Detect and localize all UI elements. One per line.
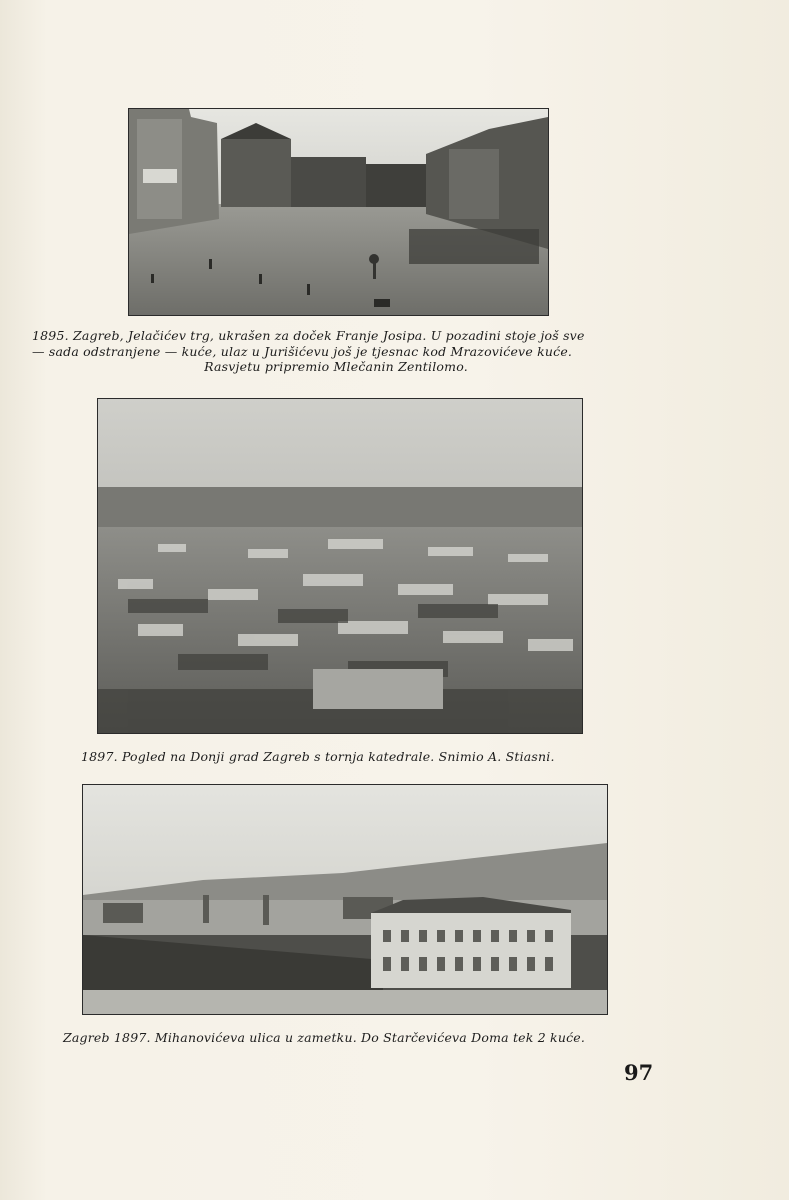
photo1-caption-line1: 1895. Zagreb, Jelačićev trg, ukrašen za doček Franje Josipa. U pozadini stoje još sve [32,328,585,343]
photo1-caption-line3: Rasvjetu pripremio Mlečanin Zentilomo. [204,359,468,374]
photo3-caption: Zagreb 1897. Mihanovićeva ulica u zametku. Do Starčevićeva Doma tek 2 kuće. [63,1030,586,1045]
photo2-caption: 1897. Pogled na Donji grad Zagreb s tornja katedrale. Snimio A. Stiasni. [81,749,555,764]
photo1-caption-line2: — sada odstranjene — kuće, ulaz u Jurišićevu još je tjesnac kod Mrazovićeve kuće. [32,344,573,359]
jelacic-square-photo [128,108,549,316]
mihanoviceva-street-photo [82,784,608,1015]
page-number: 97 [624,1060,654,1085]
donji-grad-panorama-photo [97,398,583,734]
